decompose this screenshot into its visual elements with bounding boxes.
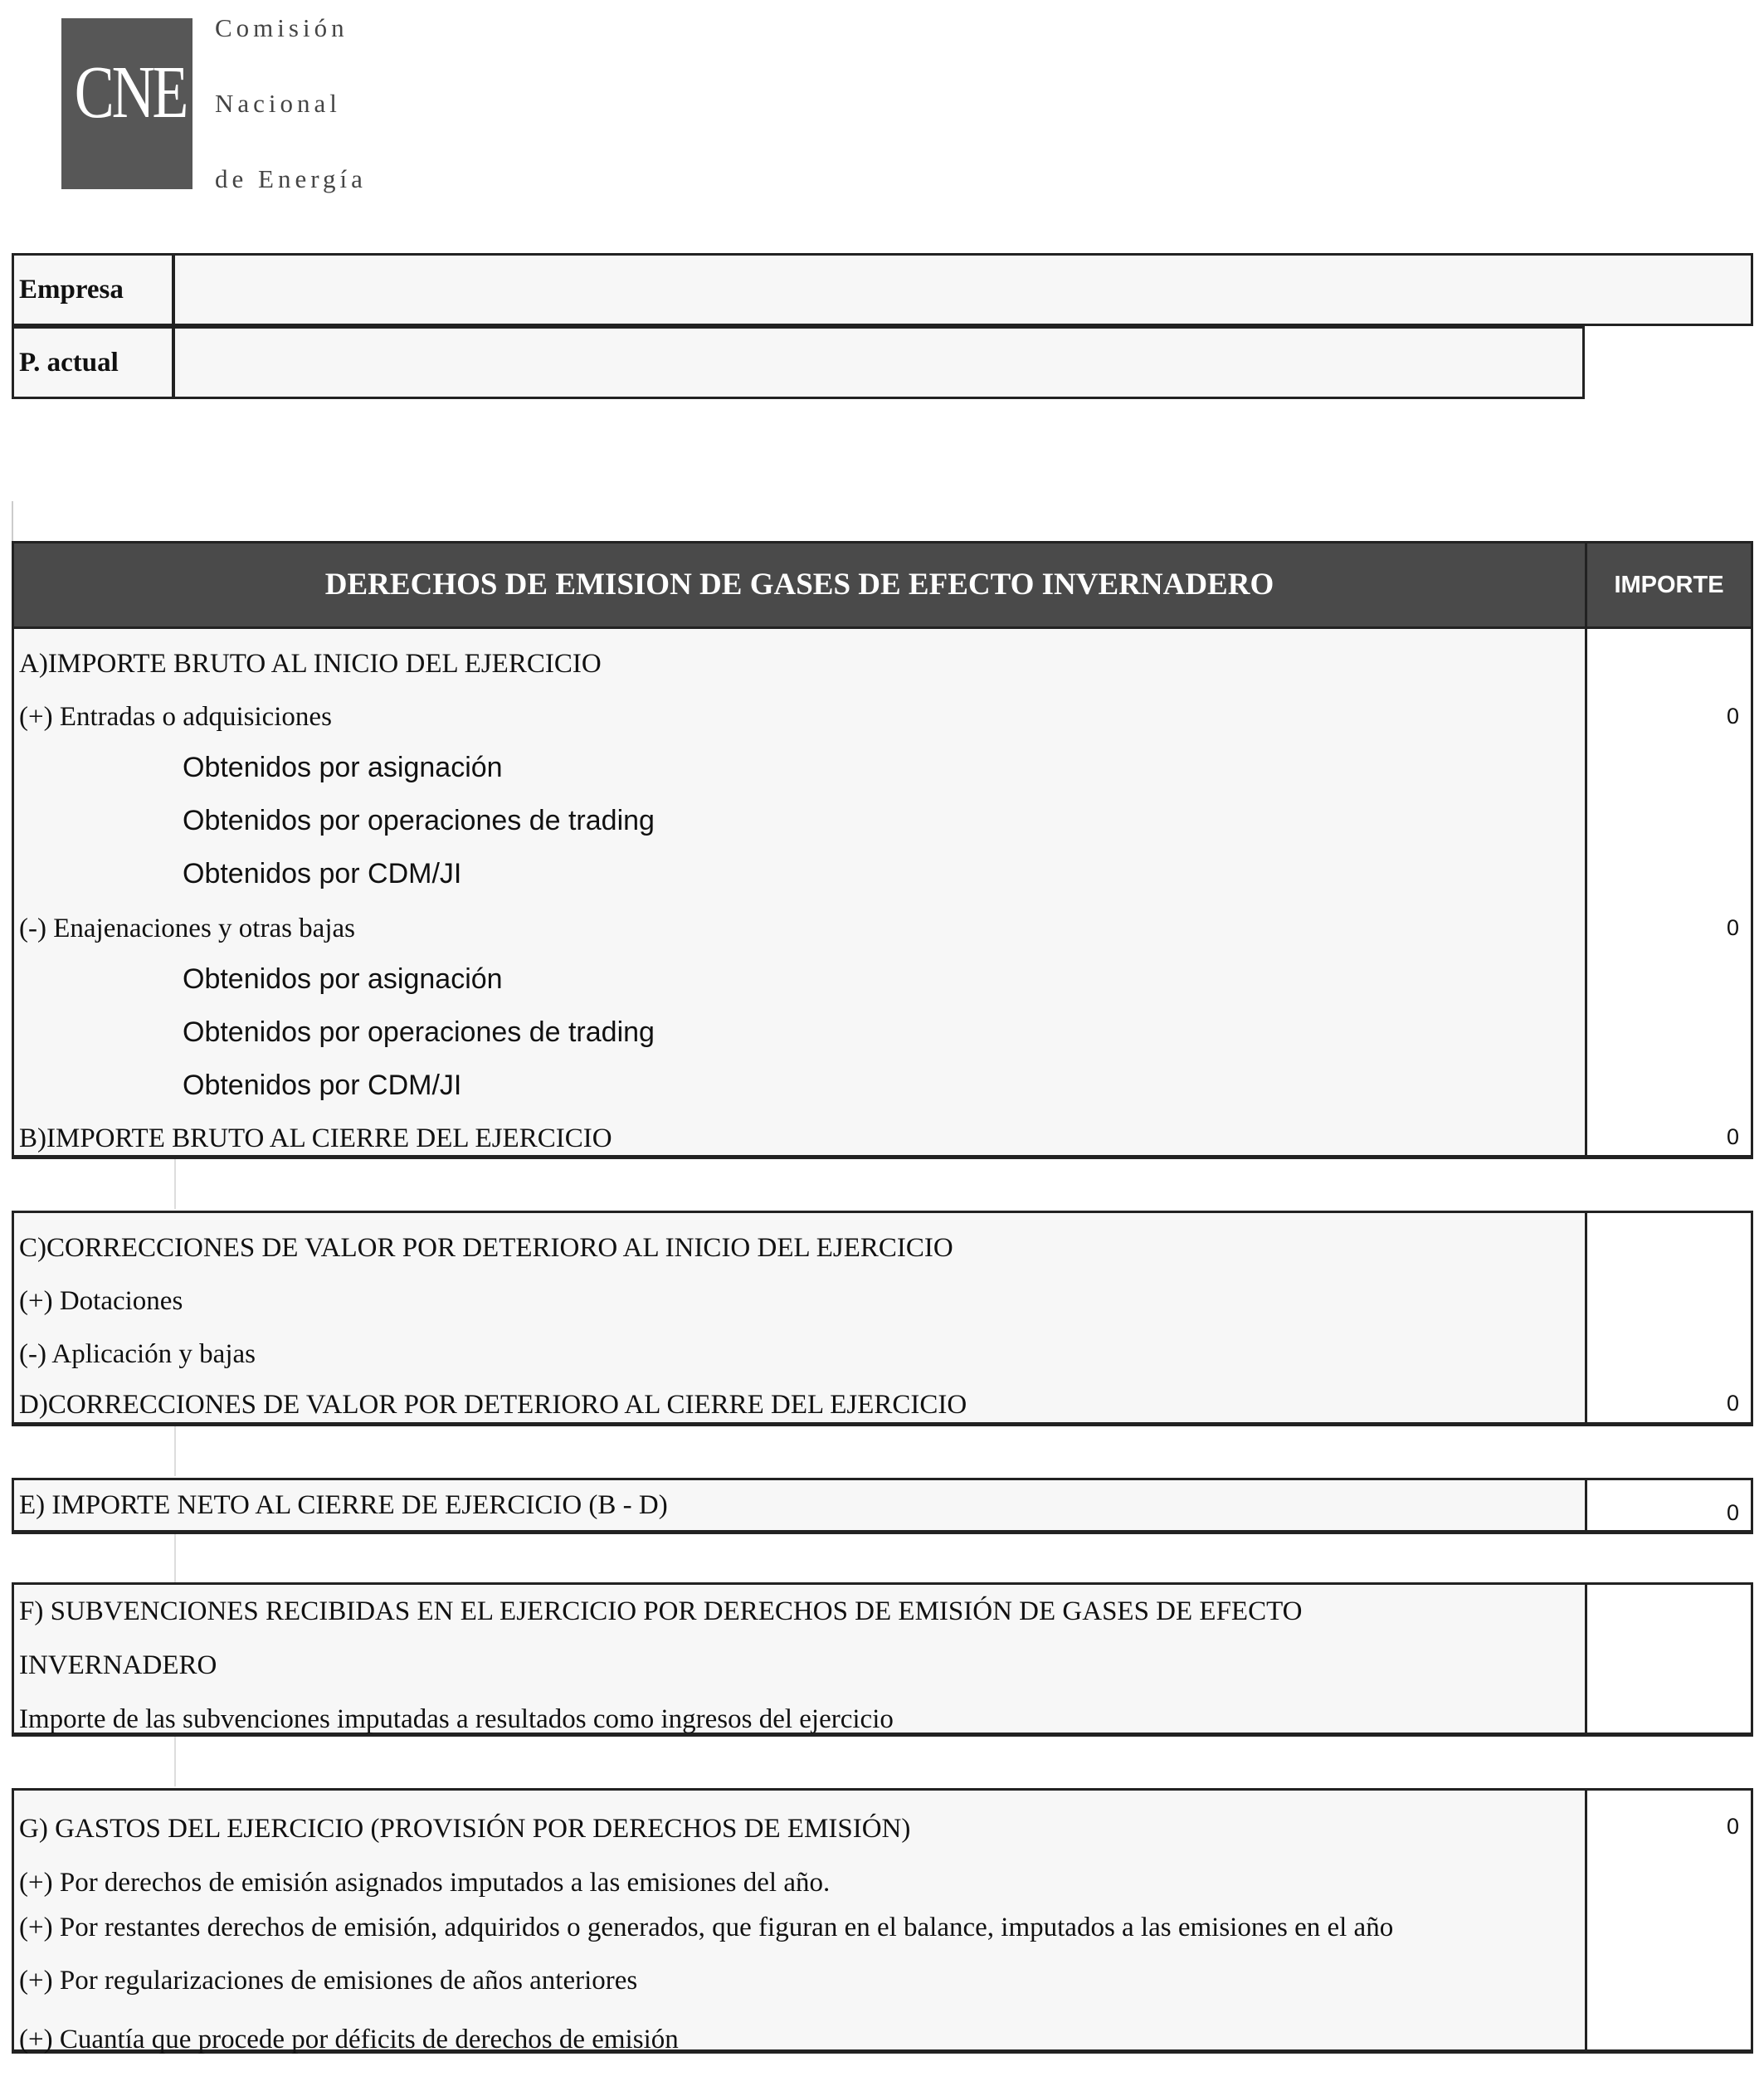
- row-label: Obtenidos por operaciones de trading: [183, 1016, 655, 1048]
- row-label: (+) Por derechos de emisión asignados imputados a las emisiones del año.: [19, 1868, 831, 1898]
- divider: [12, 501, 13, 541]
- periodo-label: P. actual: [12, 326, 174, 399]
- section-gastos: [12, 1788, 1753, 2054]
- section-subvenciones: [12, 1582, 1753, 1737]
- row-label: (-) Enajenaciones y otras bajas: [19, 914, 355, 943]
- table-title: DERECHOS DE EMISION DE GASES DE EFECTO INVERNADERO: [324, 568, 1274, 602]
- periodo-field[interactable]: [173, 326, 1585, 399]
- row-label: Importe de las subvenciones imputadas a resultados como ingresos del ejercicio: [19, 1704, 894, 1734]
- row-label: G) GASTOS DEL EJERCICIO (PROVISIÓN POR DERECHOS DE EMISIÓN): [19, 1814, 911, 1844]
- row-label: (-) Aplicación y bajas: [19, 1339, 256, 1369]
- logo-abbr: CNE: [74, 51, 187, 134]
- row-value[interactable]: 0: [1726, 1814, 1739, 1839]
- logo-line-nacional: Nacional: [215, 89, 341, 118]
- row-label: D)CORRECCIONES DE VALOR POR DETERIORO AL CIERRE DEL EJERCICIO: [19, 1390, 967, 1420]
- divider: [1585, 1585, 1587, 1733]
- row-label: Obtenidos por CDM/JI: [183, 1070, 462, 1101]
- spacer-cell: [12, 1426, 176, 1476]
- spacer-cell: [12, 1159, 176, 1209]
- empresa-label: Empresa: [12, 253, 174, 326]
- row-label: (+) Por regularizaciones de emisiones de años anteriores: [19, 1966, 638, 1996]
- logo-line-energia: de Energía: [215, 164, 367, 193]
- row-label: B)IMPORTE BRUTO AL CIERRE DEL EJERCICIO: [19, 1123, 612, 1153]
- row-label: A)IMPORTE BRUTO AL INICIO DEL EJERCICIO: [19, 649, 602, 679]
- divider: [1585, 1213, 1587, 1422]
- row-label: (+) Cuantía que procede por déficits de derechos de emisión: [19, 2025, 679, 2054]
- row-label: (+) Por restantes derechos de emisión, adquiridos o generados, que figuran en el balance, imputados a las emisiones en el año: [19, 1913, 1394, 1942]
- row-label: Obtenidos por operaciones de trading: [183, 805, 655, 836]
- section-importe-bruto: [12, 626, 1753, 1159]
- row-value[interactable]: 0: [1726, 704, 1739, 729]
- logo-line-comision: Comisión: [215, 13, 348, 42]
- table-header: [12, 541, 1753, 629]
- row-value[interactable]: 0: [1726, 1391, 1739, 1416]
- row-label: C)CORRECCIONES DE VALOR POR DETERIORO AL INICIO DEL EJERCICIO: [19, 1233, 953, 1263]
- row-label: F) SUBVENCIONES RECIBIDAS EN EL EJERCICIO POR DERECHOS DE EMISIÓN DE GASES DE EFECTO: [19, 1596, 1303, 1626]
- cne-logo: [61, 18, 192, 189]
- row-label: INVERNADERO: [19, 1650, 217, 1680]
- section-importe-neto: [12, 1478, 1753, 1534]
- spacer-cell: [12, 1737, 176, 1786]
- row-value[interactable]: 0: [1726, 1500, 1739, 1525]
- divider: [1585, 1791, 1587, 2049]
- importe-column: [1587, 1585, 1751, 1733]
- row-label: (+) Entradas o adquisiciones: [19, 702, 332, 732]
- row-label: Obtenidos por asignación: [183, 752, 503, 783]
- row-label: Obtenidos por CDM/JI: [183, 858, 462, 889]
- spacer-cell: [12, 1534, 176, 1582]
- divider: [1585, 629, 1587, 1155]
- divider: [1585, 1480, 1587, 1530]
- row-label: (+) Dotaciones: [19, 1286, 183, 1316]
- row-label: E) IMPORTE NETO AL CIERRE DE EJERCICIO (B - D): [19, 1490, 668, 1520]
- row-value[interactable]: 0: [1726, 1124, 1739, 1149]
- section-correcciones: [12, 1211, 1753, 1426]
- empresa-field[interactable]: [173, 253, 1753, 326]
- importe-column-header: IMPORTE: [1614, 572, 1724, 598]
- row-value[interactable]: 0: [1726, 915, 1739, 940]
- row-label: Obtenidos por asignación: [183, 963, 503, 995]
